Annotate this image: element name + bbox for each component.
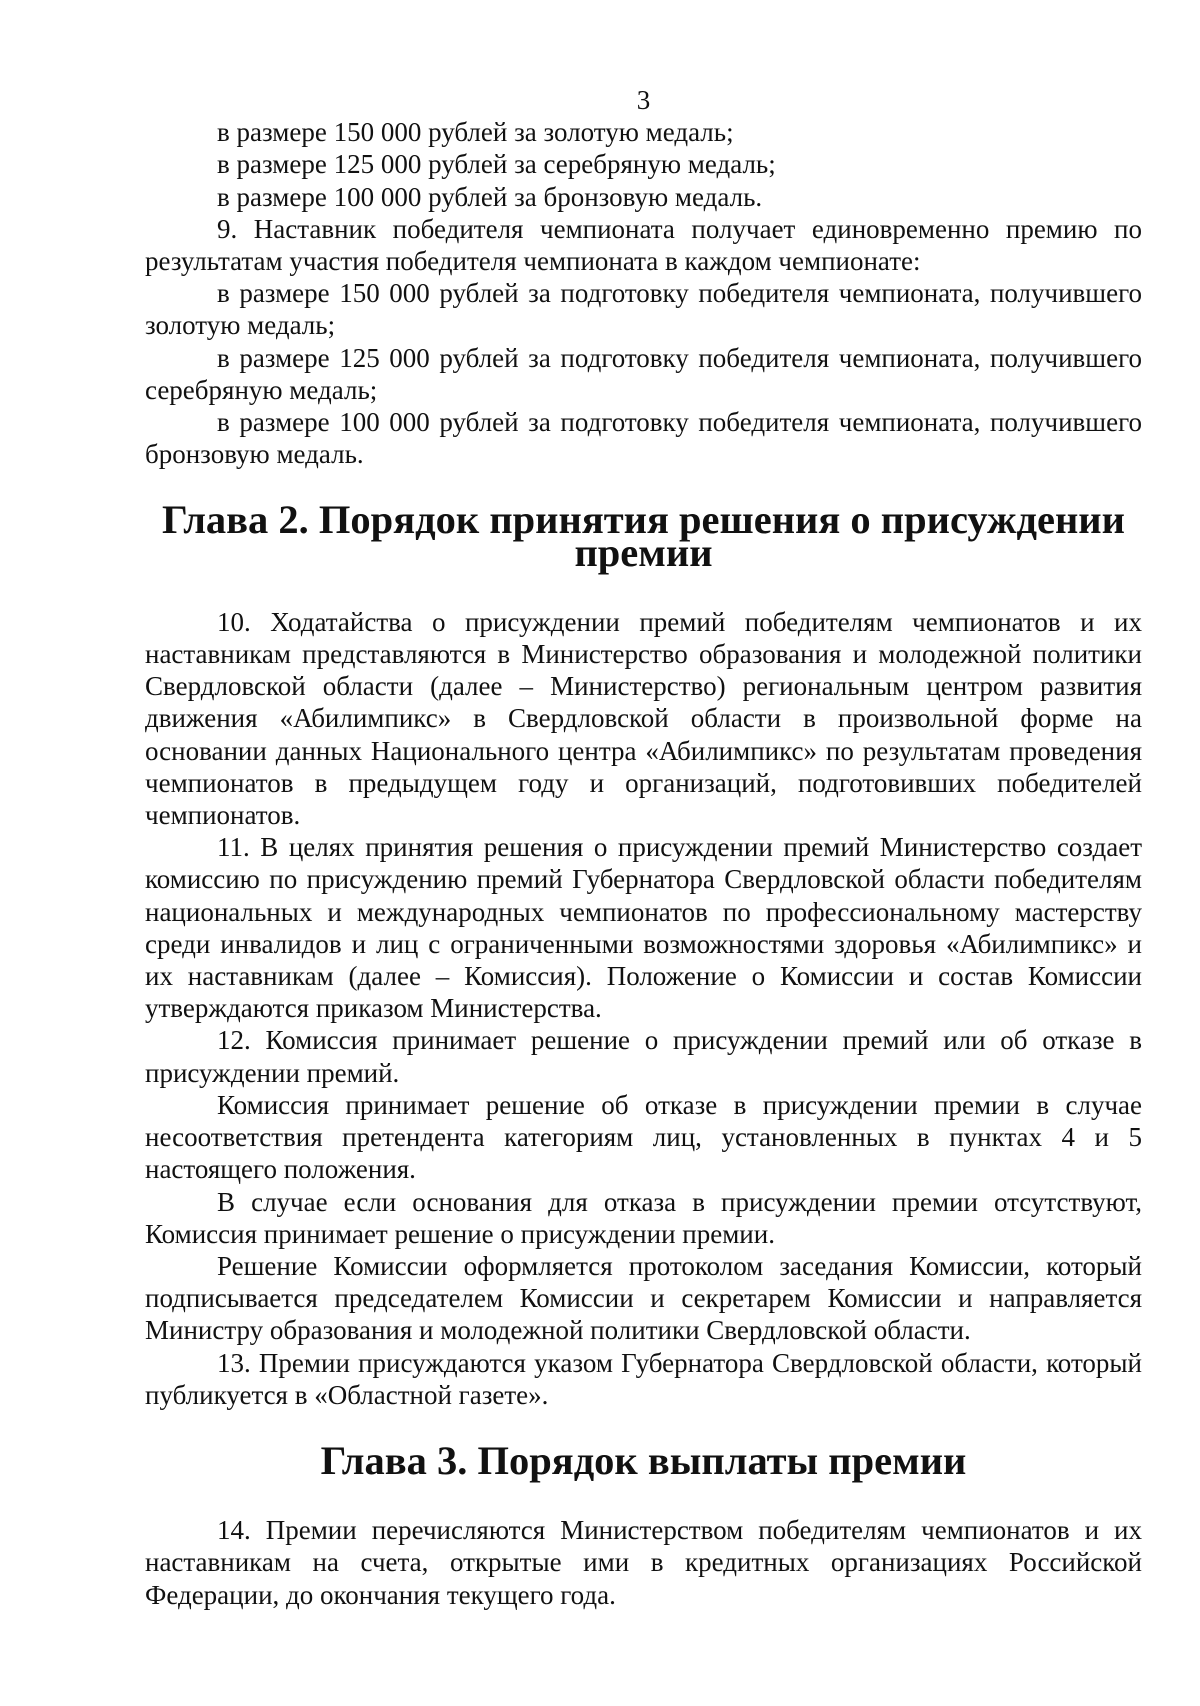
award-gold: в размере 150 000 рублей за золотую медаль; [217,117,734,148]
paragraph-12-refusal: Комиссия принимает решение об отказе в присуждении премии в случае несоответствия претендента категориям лиц, установленных в пунктах 4 и 5 настоящего положения. [145,1089,1142,1185]
paragraph-9: 9. Наставник победителя чемпионата получает единовременно премию по результатам участия победителя чемпионата в каждом чемпионате: [145,213,1142,277]
page-number: 3 [636,85,651,115]
paragraph-12: 12. Комиссия принимает решение о присуждении премий или об отказе в присуждении премий. [145,1025,1142,1088]
chapter-2-heading: Глава 2. Порядок принятия решения о присуждении премии [162,497,1125,575]
paragraph-14: 14. Премии перечисляются Министерством победителям чемпионатов и их наставникам на счета, открытые ими в кредитных организациях Российской Федерации, до окончания текущего года. [145,1515,1142,1610]
chapter-3-heading: Глава 3. Порядок выплаты премии [320,1437,967,1483]
mentor-award-bronze: в размере 100 000 рублей за подготовку победителя чемпионата, получившего бронзовую медаль. [145,407,1142,470]
award-silver: в размере 125 000 рублей за серебряную медаль; [217,149,776,180]
award-bronze: в размере 100 000 рублей за бронзовую медаль. [217,181,763,212]
paragraph-10: 10. Ходатайства о присуждении премий победителям чемпионатов и их наставникам представляются в Министерство образования и молодежной политики Свердловской области (далее – Министерство) региональным центром развития движения «Абилимпикс» в Свердловской области в произвольной форме на основании данных Национального центра «Абилимпикс» по результатам проведения чемпионатов в предыдущем году и организаций, подготовивших победителей чемпионатов. [145,606,1142,831]
paragraph-12-no-grounds: В случае если основания для отказа в присуждении премии отсутствуют, Комиссия принимает решение о присуждении премии. [145,1186,1142,1249]
mentor-award-silver: в размере 125 000 рублей за подготовку победителя чемпионата, получившего серебряную медаль; [145,342,1142,405]
mentor-award-gold: в размере 150 000 рублей за подготовку победителя чемпионата, получившего золотую медаль; [145,278,1142,341]
paragraph-12-protocol: Решение Комиссии оформляется протоколом заседания Комиссии, который подписывается председателем Комиссии и секретарем Комиссии и направляется Министру образования и молодежной политики Свердловской области. [145,1250,1142,1346]
paragraph-11: 11. В целях принятия решения о присуждении премий Министерство создает комиссию по присуждению премий Губернатора Свердловской области победителям национальных и международных чемпионатов по профессиональному мастерству среди инвалидов и лиц с ограниченными возможностями здоровья «Абилимпикс» и их наставникам (далее – Комиссия). Положение о Комиссии и состав Комиссии утверждаются приказом Министерства. [145,832,1142,1024]
paragraph-13: 13. Премии присуждаются указом Губернатора Свердловской области, который публикуется в «Областной газете». [145,1347,1142,1410]
